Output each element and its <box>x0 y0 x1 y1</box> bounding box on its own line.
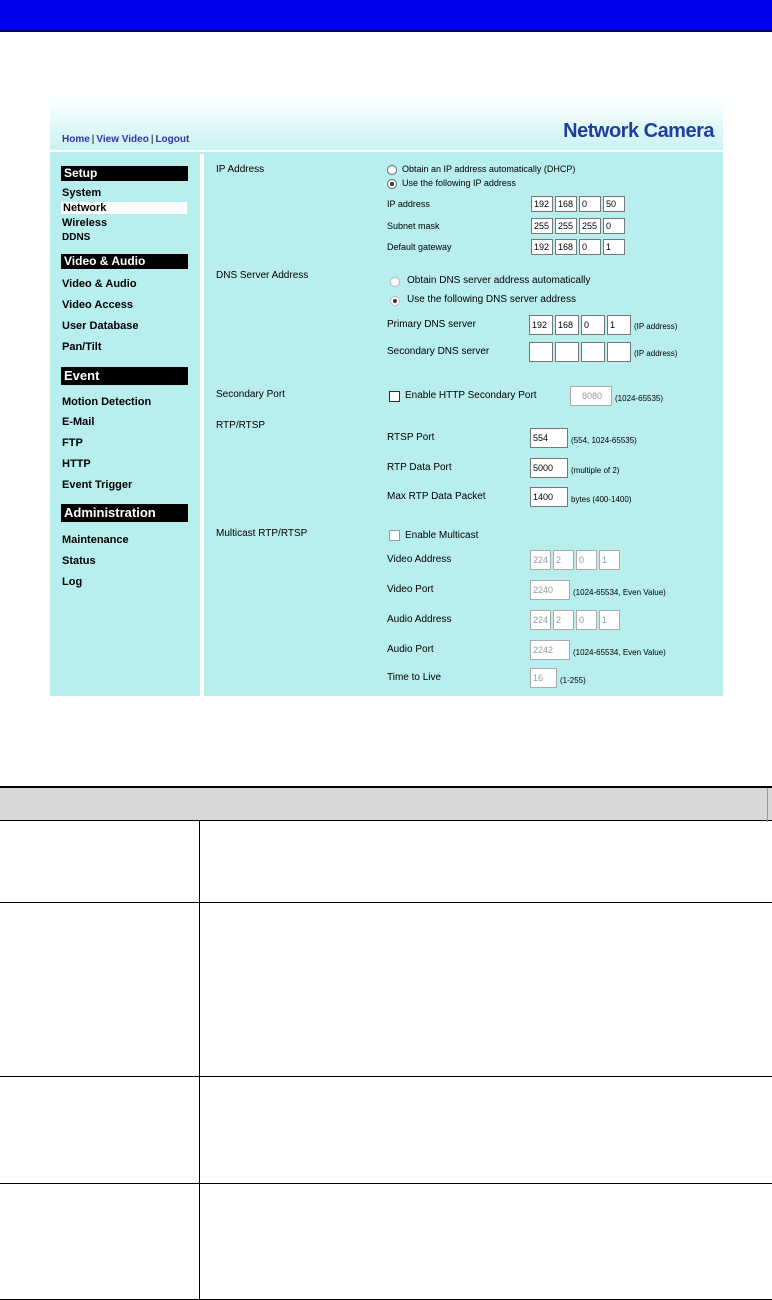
subnet-octet-4[interactable]: 0 <box>603 218 625 234</box>
top-nav <box>62 134 189 145</box>
rtsp-port-unit: (554, 1024-65535) <box>571 436 637 445</box>
primary-dns-octet-4[interactable]: 1 <box>607 315 631 335</box>
primary-dns-octet-2[interactable]: 168 <box>555 315 579 335</box>
sidebar-item-pan-tilt[interactable]: Pan/Tilt <box>62 341 102 353</box>
table-cell-label <box>0 1184 200 1299</box>
sidebar-section-administration: Administration <box>61 504 188 522</box>
primary-dns-octet-3[interactable]: 0 <box>581 315 605 335</box>
table-row <box>0 1077 772 1184</box>
ip-auto-label: Obtain an IP address automatically (DHCP) <box>402 164 576 174</box>
ip-octet-1[interactable]: 192 <box>531 196 553 212</box>
secondary-port-unit: (1024-65535) <box>615 394 664 403</box>
secondary-port-checkbox[interactable] <box>389 391 400 402</box>
sidebar-item-log[interactable]: Log <box>62 576 83 588</box>
dns-fixed-label: Use the following DNS server address <box>407 294 576 305</box>
rtp-data-port-input[interactable]: 5000 <box>530 458 568 478</box>
rtp-packet-label: Max RTP Data Packet <box>387 491 486 502</box>
sidebar-item-wireless[interactable]: Wireless <box>62 217 108 229</box>
gateway-octet-3[interactable]: 0 <box>579 239 601 255</box>
nav-separator: | <box>91 134 95 145</box>
view-video-link[interactable]: View Video <box>96 134 149 145</box>
sidebar-item-ftp[interactable]: FTP <box>62 437 83 449</box>
dns-auto-radio[interactable] <box>390 277 400 287</box>
video-address-octet-3[interactable]: 0 <box>576 550 597 570</box>
table-cell-description <box>201 1077 772 1183</box>
subnet-octet-2[interactable]: 255 <box>555 218 577 234</box>
sidebar-item-video-access[interactable]: Video Access <box>62 299 133 311</box>
rtsp-port-input[interactable]: 554 <box>530 428 568 448</box>
secondary-dns-octet-2[interactable] <box>555 342 579 362</box>
audio-port-unit: (1024-65534, Even Value) <box>573 648 666 657</box>
secondary-port-section-label: Secondary Port <box>216 389 285 400</box>
home-link[interactable]: Home <box>62 134 90 145</box>
ttl-input[interactable]: 16 <box>530 668 557 688</box>
ip-octet-3[interactable]: 0 <box>579 196 601 212</box>
gateway-octet-1[interactable]: 192 <box>531 239 553 255</box>
sidebar-section-setup: Setup <box>61 166 188 181</box>
table-row <box>0 903 772 1077</box>
primary-dns-label: Primary DNS server <box>387 319 476 330</box>
logout-link[interactable]: Logout <box>155 134 190 145</box>
rtp-packet-unit: bytes (400-1400) <box>571 495 632 504</box>
dns-auto-label: Obtain DNS server address automatically <box>407 275 591 286</box>
dns-fixed-radio[interactable] <box>390 296 400 306</box>
rtp-packet-input[interactable]: 1400 <box>530 487 568 507</box>
table-header-row <box>0 786 772 821</box>
sidebar-item-event-trigger[interactable]: Event Trigger <box>62 479 133 491</box>
ip-section-label: IP Address <box>216 164 265 175</box>
sidebar <box>50 154 200 696</box>
audio-address-octet-2[interactable]: 2 <box>553 610 574 630</box>
multicast-section-label: Multicast RTP/RTSP <box>216 528 308 539</box>
secondary-dns-octet-4[interactable] <box>607 342 631 362</box>
primary-dns-unit: (IP address) <box>634 322 678 331</box>
camera-settings-screenshot <box>50 98 723 696</box>
audio-port-input[interactable]: 2242 <box>530 640 570 660</box>
audio-address-octet-3[interactable]: 0 <box>576 610 597 630</box>
gateway-octet-4[interactable]: 1 <box>603 239 625 255</box>
video-port-input[interactable]: 2240 <box>530 580 570 600</box>
ip-address-label: IP address <box>387 199 430 209</box>
sidebar-item-user-database[interactable]: User Database <box>62 320 139 332</box>
secondary-dns-label: Secondary DNS server <box>387 346 490 357</box>
dns-section-label: DNS Server Address <box>216 270 309 281</box>
rtsp-port-label: RTSP Port <box>387 432 435 443</box>
sidebar-item-maintenance[interactable]: Maintenance <box>62 534 129 546</box>
network-settings-form <box>204 154 723 696</box>
gateway-label: Default gateway <box>387 242 452 252</box>
multicast-checkbox[interactable] <box>389 530 400 541</box>
table-row <box>0 821 772 903</box>
audio-port-label: Audio Port <box>387 644 434 655</box>
rtp-data-port-unit: (multiple of 2) <box>571 466 620 475</box>
video-address-octet-4[interactable]: 1 <box>599 550 620 570</box>
video-address-label: Video Address <box>387 554 452 565</box>
ip-fixed-label: Use the following IP address <box>402 178 516 188</box>
audio-address-octet-1[interactable]: 224 <box>530 610 551 630</box>
ip-fixed-radio[interactable] <box>387 179 397 189</box>
secondary-dns-octet-3[interactable] <box>581 342 605 362</box>
multicast-checkbox-label: Enable Multicast <box>405 530 479 541</box>
settings-table <box>0 786 772 1300</box>
ip-auto-radio[interactable] <box>387 165 397 175</box>
subnet-octet-3[interactable]: 255 <box>579 218 601 234</box>
video-port-label: Video Port <box>387 584 434 595</box>
ttl-label: Time to Live <box>387 672 442 683</box>
audio-address-octet-4[interactable]: 1 <box>599 610 620 630</box>
top-banner <box>0 0 772 32</box>
table-cell-description <box>201 821 772 902</box>
sidebar-section-video-audio: Video & Audio <box>61 254 188 269</box>
sidebar-section-event: Event <box>61 367 188 385</box>
brand-logo: Network Camera <box>563 120 714 142</box>
table-row <box>0 1184 772 1300</box>
secondary-port-checkbox-label: Enable HTTP Secondary Port <box>405 390 537 401</box>
rtp-data-port-label: RTP Data Port <box>387 462 452 473</box>
secondary-port-input[interactable]: 8080 <box>570 386 612 406</box>
table-cell-label <box>0 821 200 902</box>
gateway-octet-2[interactable]: 168 <box>555 239 577 255</box>
video-port-unit: (1024-65534, Even Value) <box>573 588 666 597</box>
rtp-section-label: RTP/RTSP <box>216 420 266 431</box>
video-address-octet-2[interactable]: 2 <box>553 550 574 570</box>
table-cell-label <box>0 903 200 1076</box>
ip-octet-4[interactable]: 50 <box>603 196 625 212</box>
subnet-label: Subnet mask <box>387 221 440 231</box>
secondary-dns-unit: (IP address) <box>634 349 678 358</box>
primary-dns-octet-1[interactable]: 192 <box>529 315 553 335</box>
sidebar-item-http[interactable]: HTTP <box>62 458 91 470</box>
ttl-unit: (1-255) <box>560 676 586 685</box>
audio-address-label: Audio Address <box>387 614 452 625</box>
ip-octet-2[interactable]: 168 <box>555 196 577 212</box>
table-cell-description <box>201 903 772 1076</box>
sidebar-item-email[interactable]: E-Mail <box>62 416 95 428</box>
sidebar-item-motion-detection[interactable]: Motion Detection <box>62 396 152 408</box>
nav-separator: | <box>150 134 154 145</box>
sidebar-item-status[interactable]: Status <box>62 555 96 567</box>
sidebar-item-video-audio[interactable]: Video & Audio <box>62 278 137 290</box>
table-cell-label <box>0 1077 200 1183</box>
secondary-dns-octet-1[interactable] <box>529 342 553 362</box>
video-address-octet-1[interactable]: 224 <box>530 550 551 570</box>
subnet-octet-1[interactable]: 255 <box>531 218 553 234</box>
table-cell-description <box>201 1184 772 1299</box>
camera-header <box>50 98 723 152</box>
sidebar-item-system[interactable]: System <box>62 187 102 199</box>
sidebar-item-ddns[interactable]: DDNS <box>62 232 91 243</box>
sidebar-item-network[interactable]: Network <box>61 202 187 214</box>
